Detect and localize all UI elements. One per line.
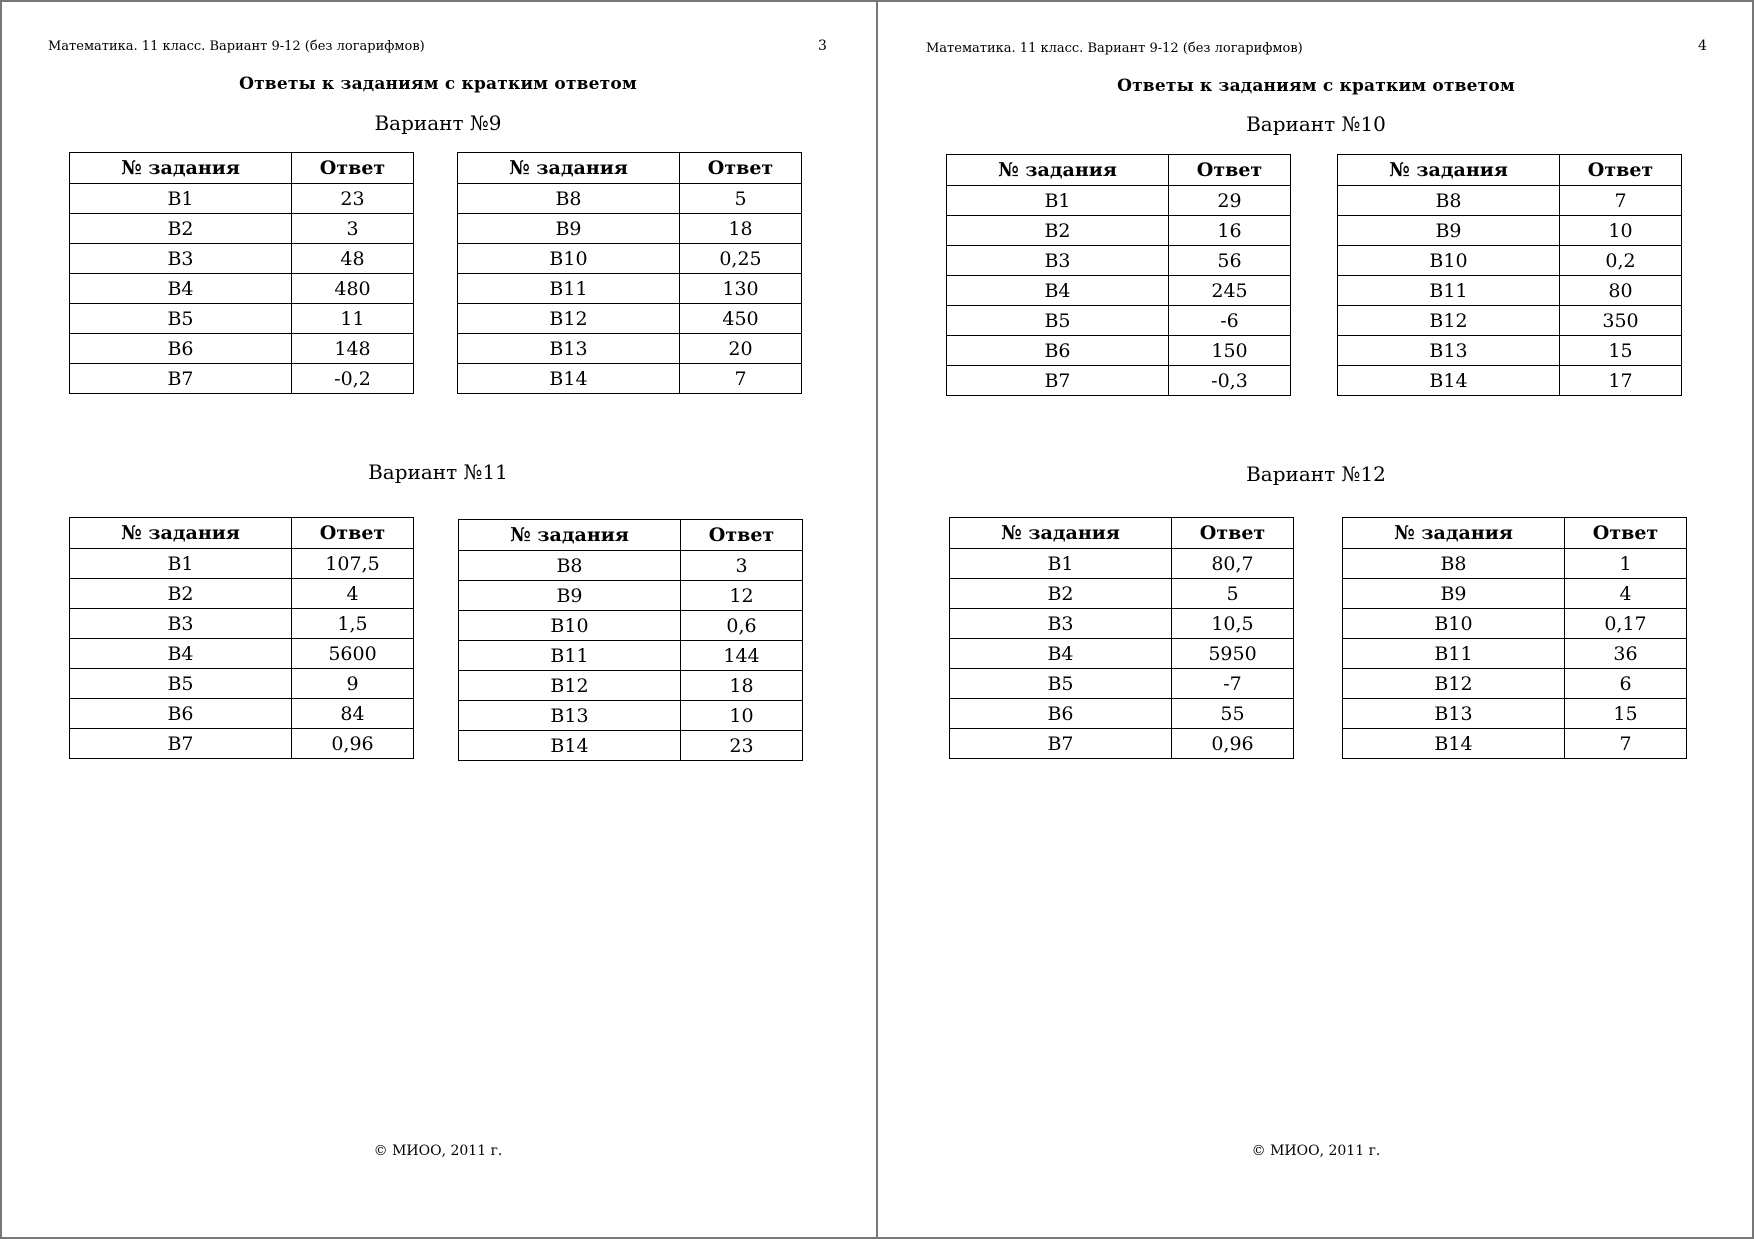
answer-cell: 0,2 — [1560, 246, 1682, 276]
table-row — [1338, 306, 1682, 336]
answer-cell: 0,6 — [681, 611, 803, 641]
page-4 — [878, 0, 1754, 1239]
table-row — [947, 276, 1291, 306]
section-title: Ответы к заданиям с кратким ответом — [239, 74, 637, 94]
task-number-header: № задания — [1343, 518, 1565, 549]
table-row — [947, 306, 1291, 336]
table-row — [70, 609, 414, 639]
table-row — [947, 186, 1291, 216]
answer-cell: 5 — [680, 184, 802, 214]
task-number-cell: B14 — [1343, 729, 1565, 759]
table-header-row — [458, 153, 802, 184]
answer-cell: 144 — [681, 641, 803, 671]
answer-cell: 36 — [1565, 639, 1687, 669]
table-row — [458, 364, 802, 394]
task-number-cell: B7 — [950, 729, 1172, 759]
task-number-header: № задания — [459, 520, 681, 551]
task-number-cell: B3 — [947, 246, 1169, 276]
task-number-cell: B7 — [70, 729, 292, 759]
task-number-cell: B4 — [947, 276, 1169, 306]
task-number-cell: B12 — [1338, 306, 1560, 336]
task-number-cell: B11 — [1338, 276, 1560, 306]
task-number-cell: B1 — [950, 549, 1172, 579]
page-header: Математика. 11 класс. Вариант 9-12 (без логарифмов) — [48, 39, 425, 54]
answer-cell: 7 — [1560, 186, 1682, 216]
table-row — [1338, 186, 1682, 216]
table-row — [70, 184, 414, 214]
table-row — [1338, 216, 1682, 246]
task-number-cell: B8 — [459, 551, 681, 581]
task-number-cell: B1 — [70, 184, 292, 214]
task-number-cell: B10 — [458, 244, 680, 274]
table-row — [950, 579, 1294, 609]
table-row — [947, 366, 1291, 396]
answer-cell: 3 — [292, 214, 414, 244]
table-header-row — [950, 518, 1294, 549]
table-row — [947, 336, 1291, 366]
table-row — [458, 214, 802, 244]
task-number-cell: B13 — [459, 701, 681, 731]
table-row — [1343, 579, 1687, 609]
table-row — [458, 274, 802, 304]
answer-cell: 1 — [1565, 549, 1687, 579]
table-row — [1343, 609, 1687, 639]
task-number-cell: B8 — [458, 184, 680, 214]
answer-cell: 450 — [680, 304, 802, 334]
answer-cell: 107,5 — [292, 549, 414, 579]
task-number-cell: B10 — [1343, 609, 1565, 639]
task-number-cell: B11 — [458, 274, 680, 304]
task-number-cell: B13 — [458, 334, 680, 364]
table-row — [70, 579, 414, 609]
task-number-cell: B14 — [459, 731, 681, 761]
answer-table — [458, 519, 803, 761]
table-row — [70, 549, 414, 579]
answer-cell: -0,2 — [292, 364, 414, 394]
task-number-cell: B10 — [1338, 246, 1560, 276]
answer-cell: 10,5 — [1172, 609, 1294, 639]
answer-table — [949, 517, 1294, 759]
table-row — [458, 334, 802, 364]
answer-cell: 20 — [680, 334, 802, 364]
answer-cell: 0,96 — [292, 729, 414, 759]
task-number-cell: B6 — [70, 334, 292, 364]
page-header: Математика. 11 класс. Вариант 9-12 (без логарифмов) — [926, 41, 1303, 56]
table-row — [950, 699, 1294, 729]
task-number-cell: B4 — [950, 639, 1172, 669]
task-number-cell: B11 — [1343, 639, 1565, 669]
task-number-header: № задания — [458, 153, 680, 184]
answer-cell: 18 — [680, 214, 802, 244]
answer-cell: 80,7 — [1172, 549, 1294, 579]
table-row — [70, 244, 414, 274]
page-number: 3 — [818, 38, 827, 54]
variant-title: Вариант №11 — [368, 460, 508, 484]
table-row — [70, 364, 414, 394]
answer-cell: 55 — [1172, 699, 1294, 729]
table-row — [1343, 639, 1687, 669]
answer-cell: 10 — [681, 701, 803, 731]
answer-cell: 9 — [292, 669, 414, 699]
table-row — [70, 304, 414, 334]
answer-header: Ответ — [681, 520, 803, 551]
answer-table — [1342, 517, 1687, 759]
table-row — [459, 611, 803, 641]
task-number-cell: B1 — [70, 549, 292, 579]
answer-header: Ответ — [292, 153, 414, 184]
table-row — [70, 639, 414, 669]
task-number-cell: B2 — [70, 579, 292, 609]
table-row — [459, 581, 803, 611]
table-row — [70, 699, 414, 729]
task-number-cell: B1 — [947, 186, 1169, 216]
task-number-cell: B5 — [947, 306, 1169, 336]
page-footer: © МИОО, 2011 г. — [373, 1143, 503, 1159]
answer-table — [457, 152, 802, 394]
answer-header: Ответ — [1169, 155, 1291, 186]
answer-cell: 480 — [292, 274, 414, 304]
task-number-cell: B3 — [70, 609, 292, 639]
task-number-cell: B13 — [1338, 336, 1560, 366]
table-header-row — [70, 518, 414, 549]
answer-table — [69, 152, 414, 394]
answer-header: Ответ — [1172, 518, 1294, 549]
table-row — [459, 641, 803, 671]
task-number-cell: B12 — [459, 671, 681, 701]
answer-cell: 3 — [681, 551, 803, 581]
table-header-row — [459, 520, 803, 551]
answer-header: Ответ — [680, 153, 802, 184]
answer-cell: 15 — [1565, 699, 1687, 729]
answer-cell: 245 — [1169, 276, 1291, 306]
task-number-cell: B10 — [459, 611, 681, 641]
task-number-cell: B6 — [70, 699, 292, 729]
table-row — [458, 304, 802, 334]
task-number-cell: B2 — [950, 579, 1172, 609]
task-number-cell: B2 — [947, 216, 1169, 246]
answer-cell: 10 — [1560, 216, 1682, 246]
task-number-cell: B3 — [70, 244, 292, 274]
answer-cell: 56 — [1169, 246, 1291, 276]
answer-cell: 148 — [292, 334, 414, 364]
answer-cell: 150 — [1169, 336, 1291, 366]
page-number: 4 — [1698, 38, 1707, 54]
task-number-cell: B8 — [1338, 186, 1560, 216]
task-number-cell: B8 — [1343, 549, 1565, 579]
answer-cell: 12 — [681, 581, 803, 611]
table-header-row — [1343, 518, 1687, 549]
page-footer: © МИОО, 2011 г. — [1251, 1143, 1381, 1159]
answer-cell: 5950 — [1172, 639, 1294, 669]
table-header-row — [1338, 155, 1682, 186]
task-number-cell: B11 — [459, 641, 681, 671]
answer-cell: 23 — [681, 731, 803, 761]
answer-table — [946, 154, 1291, 396]
table-row — [1338, 276, 1682, 306]
table-row — [458, 184, 802, 214]
answer-header: Ответ — [292, 518, 414, 549]
variant-title: Вариант №12 — [1246, 462, 1386, 486]
table-row — [1343, 699, 1687, 729]
answer-cell: 29 — [1169, 186, 1291, 216]
task-number-cell: B7 — [70, 364, 292, 394]
section-title: Ответы к заданиям с кратким ответом — [1117, 76, 1515, 96]
table-row — [950, 609, 1294, 639]
variant-title: Вариант №9 — [374, 111, 502, 135]
answer-cell: 18 — [681, 671, 803, 701]
answer-cell: 84 — [292, 699, 414, 729]
task-number-header: № задания — [947, 155, 1169, 186]
table-row — [1338, 246, 1682, 276]
task-number-cell: B4 — [70, 274, 292, 304]
table-row — [947, 246, 1291, 276]
table-row — [70, 334, 414, 364]
answer-cell: 15 — [1560, 336, 1682, 366]
answer-cell: 1,5 — [292, 609, 414, 639]
task-number-cell: B2 — [70, 214, 292, 244]
table-row — [1343, 729, 1687, 759]
answer-cell: 80 — [1560, 276, 1682, 306]
answer-cell: 350 — [1560, 306, 1682, 336]
task-number-cell: B4 — [70, 639, 292, 669]
answer-cell: 5600 — [292, 639, 414, 669]
answer-cell: 7 — [680, 364, 802, 394]
task-number-cell: B7 — [947, 366, 1169, 396]
task-number-header: № задания — [70, 518, 292, 549]
task-number-cell: B5 — [70, 304, 292, 334]
answer-cell: 130 — [680, 274, 802, 304]
task-number-cell: B12 — [458, 304, 680, 334]
task-number-cell: B9 — [1338, 216, 1560, 246]
answer-cell: 0,25 — [680, 244, 802, 274]
table-row — [459, 701, 803, 731]
table-row — [70, 669, 414, 699]
task-number-cell: B14 — [458, 364, 680, 394]
task-number-cell: B13 — [1343, 699, 1565, 729]
answer-cell: 5 — [1172, 579, 1294, 609]
task-number-cell: B12 — [1343, 669, 1565, 699]
table-row — [1343, 549, 1687, 579]
table-row — [459, 671, 803, 701]
answer-cell: 23 — [292, 184, 414, 214]
table-row — [70, 214, 414, 244]
answer-cell: 11 — [292, 304, 414, 334]
task-number-header: № задания — [70, 153, 292, 184]
answer-header: Ответ — [1560, 155, 1682, 186]
task-number-cell: B14 — [1338, 366, 1560, 396]
table-header-row — [947, 155, 1291, 186]
table-row — [950, 549, 1294, 579]
table-row — [950, 639, 1294, 669]
task-number-cell: B9 — [459, 581, 681, 611]
table-row — [950, 669, 1294, 699]
task-number-cell: B6 — [947, 336, 1169, 366]
task-number-cell: B3 — [950, 609, 1172, 639]
answer-cell: -0,3 — [1169, 366, 1291, 396]
variant-title: Вариант №10 — [1246, 112, 1386, 136]
task-number-cell: B5 — [950, 669, 1172, 699]
answer-cell: 6 — [1565, 669, 1687, 699]
answer-cell: -6 — [1169, 306, 1291, 336]
table-row — [950, 729, 1294, 759]
table-row — [1343, 669, 1687, 699]
answer-table — [1337, 154, 1682, 396]
answer-cell: 7 — [1565, 729, 1687, 759]
answer-cell: 4 — [1565, 579, 1687, 609]
answer-cell: -7 — [1172, 669, 1294, 699]
task-number-cell: B9 — [1343, 579, 1565, 609]
table-row — [947, 216, 1291, 246]
answer-cell: 48 — [292, 244, 414, 274]
table-row — [459, 731, 803, 761]
answer-cell: 0,96 — [1172, 729, 1294, 759]
answer-header: Ответ — [1565, 518, 1687, 549]
answer-table — [69, 517, 414, 759]
answer-cell: 17 — [1560, 366, 1682, 396]
table-header-row — [70, 153, 414, 184]
answer-cell: 0,17 — [1565, 609, 1687, 639]
table-row — [1338, 366, 1682, 396]
task-number-cell: B9 — [458, 214, 680, 244]
task-number-header: № задания — [950, 518, 1172, 549]
table-row — [459, 551, 803, 581]
page-3 — [0, 0, 876, 1239]
task-number-header: № задания — [1338, 155, 1560, 186]
table-row — [1338, 336, 1682, 366]
answer-cell: 16 — [1169, 216, 1291, 246]
table-row — [70, 274, 414, 304]
table-row — [70, 729, 414, 759]
answer-cell: 4 — [292, 579, 414, 609]
table-row — [458, 244, 802, 274]
task-number-cell: B6 — [950, 699, 1172, 729]
task-number-cell: B5 — [70, 669, 292, 699]
